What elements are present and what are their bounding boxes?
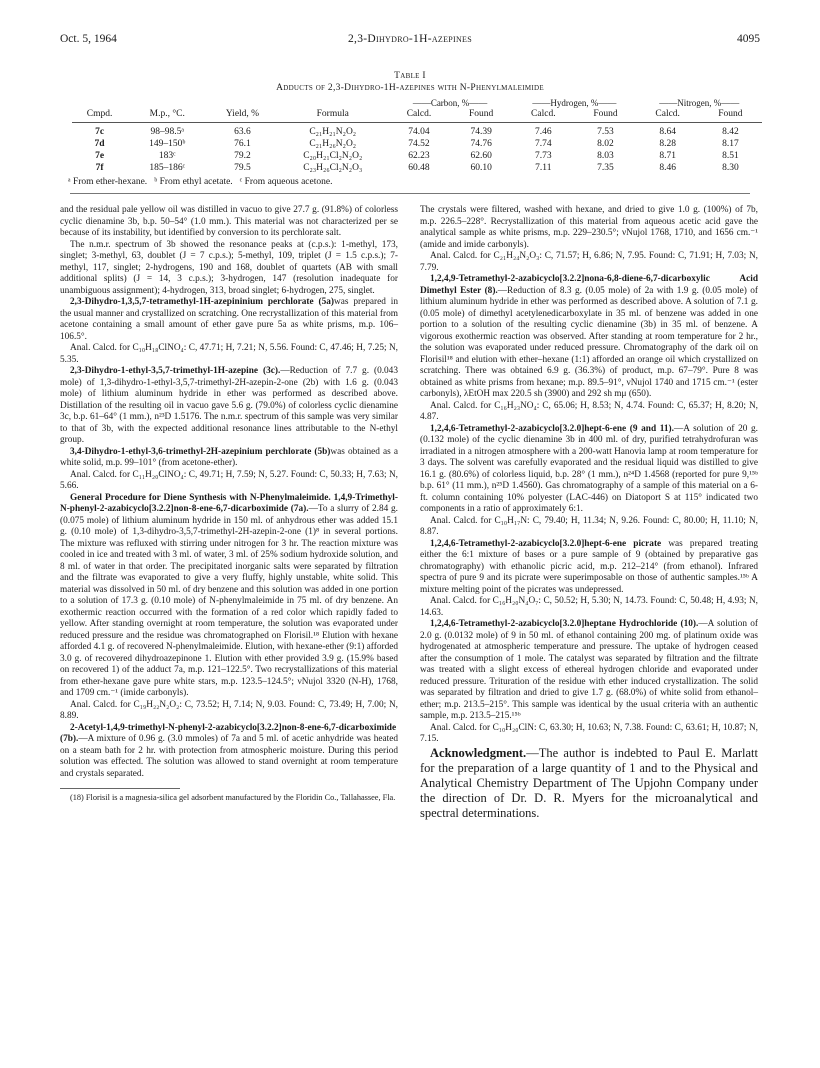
column-header: Calcd. <box>637 109 699 123</box>
table-row <box>72 162 762 174</box>
table-cell: 74.52 <box>408 139 430 149</box>
column-header: Found <box>699 109 762 123</box>
table-label: Table I <box>394 71 426 81</box>
right-paragraph <box>420 516 758 539</box>
table-cell: 74.04 <box>408 127 430 137</box>
left-paragraph <box>60 240 398 298</box>
compound-cell: 7f <box>95 163 104 173</box>
table-cell: 60.48 <box>408 163 430 173</box>
table-cell: 149–150ᵇ <box>149 139 186 149</box>
header-date: Oct. 5, 1964 <box>60 33 117 45</box>
table-cell: 62.23 <box>408 151 430 161</box>
paragraph-text: —To a slurry of 2.84 g. (0.075 mole) of lithium aluminum hydride in 150 ml. of anhydrous ether was added 15.1 g. (0.10 mole) of 1,3-dihydro-3,5,7-trimethyl-2H-azepin-2-one (1)⁸ in several portions. The mixture was refluxed with stirring under nitrogen for 3 hr. The reaction mixture was cooled in ice and treated with 3 ml. of water, 3 ml. of 25% sodium hydroxide solution, and 8 ml. of water in that order. The precipitated inorganic salts were separated by filtration and the filtrate was evaporated to give a very fluffy, highly unstable, white solid. This material was dissolved in 50 ml. of dry benzene and this solution was added in one portion to a solution of 17.3 g. (0.10 mole) of N-phenylmaleimide in 75 ml. of dry benzene. An exothermic reaction occurred with the formation of a red color which rapidly faded to yellow. After standing overnight at room temperature, the solution was evaporated under reduced pressure and the residue was chromatographed on Florisil.¹⁸ Elution with hexane afforded 4.1 g. of recovered N-phenylmaleimide. Elution, with hexane-ether (9:1) afforded 3.0 g. of recovered dihydroazepinone 1. Elution with ether provided 3.9 g. (15.9% based on recovered 1) of the adduct 7a, m.p. 121–122.5°. Two recrystallizations of this material from ether-hexane gave pure white stars, m.p. 123.5–124.5°; νNujol 3320 (N-H), 1768, and 1709 cm.⁻¹ (imide carbonyls). <box>60 504 398 698</box>
left-column <box>60 205 398 803</box>
column-header: Yield, % <box>207 109 277 123</box>
table-cell: 79.5 <box>234 163 251 173</box>
acknowledgment-text: —The author is indebted to Paul E. Marlatt for the preparation of a large quantity of 1 and to the Physical and Analytical Chemistry Department of The Upjohn Company under the direction of Dr. D. R. Myers for the microanalytical and spectral determinations. <box>420 745 758 820</box>
table-cell: 8.28 <box>659 139 676 149</box>
right-paragraph <box>420 274 758 401</box>
paragraph-heading: 2,3-Dihydro-1-ethyl-3,5,7-trimethyl-1H-azepine (3c). <box>70 366 281 376</box>
table-row <box>72 138 762 150</box>
paragraph-text: The crystals were filtered, washed with hexane, and dried to give 1.0 g. (100%) of 7b, m.p. 226.5–228°. Recrystallization of this material from aqueous acetic acid gave the analytical sample as white prisms, m.p. 229–230.5°; νNujol 1768, 1710, and 1656 cm.⁻¹ (amide and imide carbonyls). <box>420 205 758 250</box>
footnote-rule <box>60 788 180 789</box>
table-cell: 7.74 <box>535 139 552 149</box>
divider <box>70 193 750 194</box>
table-cell: C₂₁H₂₆N₂O₂ <box>309 139 357 149</box>
paragraph-text: —A solution of 20 g. (0.132 mole) of the cyclic dienamine 3b in 400 ml. of dry, purified tetrahydrofuran was irradiated in a nitrogen atmosphere with a 200-watt Hanovia lamp at room temperature for 3 days. The solvent was carefully evaporated and the residual liquid was distilled to give 16.1 g. (80.6%) of colorless liquid, b.p. 28° (1 mm.), n²⁴D 1.4568 (reported for pure 9,¹⁵ᵇ b.p. 61° (11 mm.), n²⁵D 1.4560). Gas chromatography of a sample of this material on a 6-ft. column containing 10% polyester (LAC-446) on Diatoport S at 115° indicated two components in a ratio of approximately 6:1. <box>420 423 758 514</box>
left-paragraph <box>60 205 398 240</box>
column-header: Found <box>574 109 636 123</box>
column-header: M.p., °C. <box>127 109 207 123</box>
left-paragraph <box>60 723 398 781</box>
paragraph-text: Anal. Calcd. for C₁₀H₂₀ClN: C, 63.30; H, 10.63; N, 7.38. Found: C, 63.61; H, 10.87; N, 7.15. <box>420 722 758 744</box>
left-paragraph <box>60 700 398 723</box>
table-cell: 74.76 <box>470 139 492 149</box>
column-header: Calcd. <box>512 109 574 123</box>
acknowledgment <box>420 746 758 821</box>
table-cell: C₂₀H₂₁Cl₂N₂O₂ <box>303 151 363 161</box>
table-cell: 8.51 <box>722 151 739 161</box>
paragraph-text: Anal. Calcd. for C₁₆H₂₃NO₄: C, 65.06; H, 8.53; N, 4.74. Found: C, 65.37; H, 8.20; N, 4.87. <box>420 400 758 422</box>
paragraph-text: Anal. Calcd. for C₁₆H₂₀N₄O₇: C, 50.52; H, 5.30; N, 14.73. Found: C, 50.48; H, 4.93; N, 14.63. <box>420 596 758 618</box>
left-paragraph <box>60 470 398 493</box>
paragraph-text: and the residual pale yellow oil was distilled in vacuo to give 27.7 g. (91.8%) of colorless cyclic dienamine 3b, b.p. 50–54° (1.0 mm.). This material was not characterized per se because of its instability, but identified by conversion to its perchlorate salt. <box>60 205 398 238</box>
paragraph-heading: 2,3-Dihydro-1,3,5,7-tetramethyl-1H-azepininium perchlorate (5a) <box>70 297 335 307</box>
right-paragraph <box>420 401 758 424</box>
table-row <box>72 150 762 162</box>
paragraph-text: Anal. Calcd. for C₁₉H₂₂N₂O₂: C, 73.52; H, 7.14; N, 9.03. Found: C, 73.49; H, 7.00; N, 8.89. <box>60 699 398 721</box>
paragraph-text: was prepared in the usual manner and crystallized on scratching. One recrystallization of this material from acetone containing a small amount of ether gave pure 5a as white prisms, m.p. 106–106.5°. <box>60 297 398 342</box>
paragraph-text: —A mixture of 0.96 g. (3.0 mmoles) of 7a and 5 ml. of acetic anhydride was heated on a steam bath for 2 hr. with protection from atmospheric moisture. During this period solution was effected. The solution was allowed to stand overnight at room temperature and crystals separated. <box>60 734 398 779</box>
table-cell: 60.10 <box>470 163 492 173</box>
left-paragraph <box>60 297 398 343</box>
column-header: Formula <box>278 109 388 123</box>
paragraph-text: —A solution of 2.0 g. (0.0132 mole) of 9 in 50 ml. of ethanol containing 200 mg. of platinum oxide was hydrogenated at atmospheric temperature and pressure. The uptake of hydrogen ceased after the consumption of 1 mole. The catalyst was separated by filtration and the filtrate was treated with a slight excess of ethereal hydrogen chloride and evaporated under reduced pressure. Trituration of the residue with ether induced crystallization. The solid was separated by filtration and dried to give 1.7 g. (68.0%) of white solid from ethanol–ether; m.p. 213.5–215°. This sample was identical by the usual criteria with an authentic sample, m.p. 213.5–215.¹⁵ᵇ <box>420 619 758 721</box>
table-cell: 183ᶜ <box>158 151 176 161</box>
table-title: Adducts of 2,3-Dihydro-1H-azepines with N-Phenylmaleimide <box>276 83 544 93</box>
right-paragraph <box>420 619 758 723</box>
paragraph-heading: 1,2,4,9-Tetramethyl-2-azabicyclo[3.2.2]nona-6,8-diene-6,7-dicarboxylic Acid Dimethyl Ester (8). <box>420 274 758 296</box>
table-cell: 76.1 <box>234 139 251 149</box>
right-paragraph <box>420 596 758 619</box>
paragraph-text: —Reduction of 7.7 g. (0.043 mole) of 1,3-dihydro-1-ethyl-3,5,7-trimethyl-2H-azepin-2-one (2b) with 1.6 g. (0.043 mole) of lithium aluminum hydride in ether was performed as described above. Distillation of the resulting oil in vacuo gave 5.6 g. (79.0%) of colorless cyclic dienamine 3c, b.p. 61–64° (1 mm.), n²³D 1.5176. The n.m.r. spectrum of this sample was very similar to that of 3b, with the expected additional resonance lines attributable to the N-ethyl group. <box>60 366 398 445</box>
column-header: Calcd. <box>388 109 450 123</box>
table-cell: 8.42 <box>722 127 739 137</box>
table-caption <box>60 70 760 94</box>
compound-cell: 7d <box>94 139 105 149</box>
table-footnote: ᵃ From ether-hexane. ᵇ From ethyl acetate. ᶜ From aqueous acetone. <box>68 177 333 187</box>
compound-cell: 7c <box>95 127 105 137</box>
paragraph-text: Anal. Calcd. for C₂₁H₂₄N₂O₃: C, 71.57; H, 6.86; N, 7.95. Found: C, 71.91; H, 7.03; N, 7.79. <box>420 251 758 273</box>
paragraph-heading: 2-Acetyl-1,4,9-trimethyl-N-phenyl-2-azabicyclo[3.2.2]non-8-ene-6,7-dicarboximide (7b). <box>60 722 397 744</box>
header-title: 2,3-Dihydro-1H-azepines <box>347 33 472 45</box>
paragraph-heading: 1,2,4,6-Tetramethyl-2-azabicyclo[3.2.0]hept-6-ene (9 and 11). <box>430 423 674 434</box>
footnote-18: (18) Florisil is a magnesia-silica gel adsorbent manufactured by the Floridin Co., Tallahassee, Fla. <box>70 793 396 802</box>
column-group-carbon: ——Carbon, %—— <box>412 98 488 108</box>
table-cell: C₂₃H₂₆Cl₂N₂O₃ <box>303 163 363 173</box>
right-paragraph <box>420 205 758 251</box>
paragraph-heading: 1,2,4,6-Tetramethyl-2-azabicyclo[3.2.0]hept-6-ene picrate <box>430 538 662 549</box>
table-cell: 8.30 <box>722 163 739 173</box>
table-cell: 7.46 <box>535 127 552 137</box>
table-cell: 62.60 <box>470 151 492 161</box>
column-header: Found <box>450 109 512 123</box>
column-group-hydrogen: ——Hydrogen, %—— <box>532 98 617 108</box>
table-cell: 8.71 <box>659 151 676 161</box>
table-cell: 7.73 <box>535 151 552 161</box>
paragraph-heading: 3,4-Dihydro-1-ethyl-3,6-trimethyl-2H-azepinium perchlorate (5b) <box>70 446 331 457</box>
paragraph-text: The n.m.r. spectrum of 3b showed the resonance peaks at (c.p.s.): 1-methyl, 173, singlet; 3-methyl, 63, doublet (J = 7 c.p.s.); 5-methyl, 109, triplet (J = 1.5 c.p.s.); 7-methyl, 117, singlet; 2-hydrogens, 190 and 168, doublet of quartets (AB with small additional splits) (J = 14, 3 c.p.s.); 3-hydrogen, 147 (resolution inadequate for unambiguous assignment); 4-hydrogen, 313, broad singlet; 6-hydrogen, 275, singlet. <box>60 239 398 296</box>
paragraph-text: Anal. Calcd. for C₁₀H₁₇N: C, 79.40; H, 11.34; N, 9.26. Found: C, 80.00; H, 11.10; N, 8.87. <box>420 515 758 537</box>
table-row <box>72 123 762 139</box>
table-cell: 98–98.5ᵃ <box>150 127 184 137</box>
paragraph-text: Anal. Calcd. for C₁₀H₁₈ClNO₄: C, 47.71; H, 7.21; N, 5.56. Found: C, 47.46; H, 7.25; N, 5.35. <box>60 343 398 365</box>
paragraph-text: Anal. Calcd. for C₁₁H₂₀ClNO₄: C, 49.71; H, 7.59; N, 5.27. Found: C, 50.33; H, 7.63; N, 5.66. <box>60 469 398 491</box>
left-paragraph <box>60 343 398 366</box>
table-cell: 79.2 <box>234 151 251 161</box>
acknowledgment-heading: Acknowledgment. <box>430 745 527 760</box>
column-header: Cmpd. <box>72 109 127 123</box>
table-cell: 8.02 <box>597 139 614 149</box>
paragraph-text: —Reduction of 8.3 g. (0.05 mole) of 2a with 1.9 g. (0.05 mole) of lithium aluminum hydride in ether was performed as described above. A solution of 7.1 g. (0.05 mole) of dimethyl acetylenedicarboxylate in 35 ml. of benzene was added in one portion to a solution of the resulting cyclic dienamine (3b) in 35 ml. of benzene. A vigorous exothermic reaction was observed. After standing at room temperature for 2 hr., the solution was evaporated under reduced pressure. Chromatography of the dark oil on Florisil¹⁸ and elution with ether–hexane (1:1) afforded an orange oil which crystallized on scratching. There was obtained 6.9 g. (36.3%) of product, m.p. 67–79°. Pure 8 was obtained as white prisms from hexane; m.p. 89.5–91°, νNujol 1740 and 1715 cm.⁻¹ (ester carbonyls), λEtOH max 220.5 sh (3900) and 292 sh mμ (650). <box>420 285 758 399</box>
table-cell: 8.17 <box>722 139 739 149</box>
right-paragraph <box>420 723 758 746</box>
right-paragraph <box>420 539 758 597</box>
table-cell: 8.46 <box>659 163 676 173</box>
paragraph-text: was prepared treating either the 6:1 mixture of bases or a pure sample of 9 (obtained by preparative gas chromatography) with ethanolic picric acid, m.p. 212–214° (from ethanol). Infrared spectra of pure 9 and its picrate were superimposable on those of authentic samples.¹⁵ᵇ A mixture melting point of the picrates was undepressed. <box>420 538 758 595</box>
right-paragraph <box>420 251 758 274</box>
left-paragraph <box>60 493 398 700</box>
right-paragraph <box>420 424 758 516</box>
table-cell: 7.11 <box>535 163 552 173</box>
table-cell: 74.39 <box>470 127 492 137</box>
header-spacer <box>72 98 388 109</box>
running-header <box>60 33 760 49</box>
paragraph-heading: 1,2,4,6-Tetramethyl-2-azabicyclo[3.2.0]heptane Hydrochloride (10). <box>430 619 699 629</box>
adducts-table <box>72 98 762 174</box>
paragraph-text: was obtained as a white solid, m.p. 99–101° (from acetone-ether). <box>60 446 398 468</box>
left-paragraph <box>60 366 398 447</box>
table-cell: C₂₁H₂₁N₂O₂ <box>309 127 357 137</box>
right-column <box>420 205 758 821</box>
table-cell: 8.03 <box>597 151 614 161</box>
left-paragraph <box>60 447 398 470</box>
compound-cell: 7e <box>95 151 105 161</box>
column-group-nitrogen: ——Nitrogen, %—— <box>659 98 740 108</box>
table-cell: 7.53 <box>597 127 614 137</box>
table-cell: 7.35 <box>597 163 614 173</box>
table-cell: 63.6 <box>234 127 251 137</box>
table-cell: 8.64 <box>659 127 676 137</box>
paragraph-heading: General Procedure for Diene Synthesis with N-Phenylmaleimide. 1,4,9-Trimethyl-N-phenyl-2-azabicyclo[3.2.2]non-8-ene-6,7-dicarboximide (7a). <box>60 492 398 514</box>
table-cell: 185–186ᶜ <box>149 163 186 173</box>
page-number: 4095 <box>737 33 760 45</box>
